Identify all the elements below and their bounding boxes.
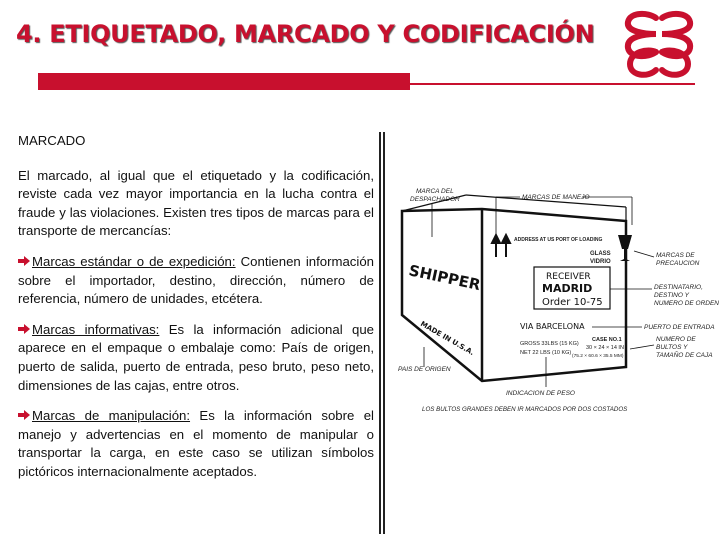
- label-net: NET 22 LBS (10 KG): [520, 350, 572, 356]
- label-numero-bultos-2: BULTOS Y: [656, 344, 688, 351]
- label-dims-cm: (75.2 × 60.6 × 35.5 MM): [572, 354, 624, 359]
- label-marcas-manejo: MARCAS DE MANEJO: [522, 194, 590, 201]
- label-destinatario: DESTINATARIO,: [654, 284, 703, 291]
- red-arrow-icon: [18, 256, 30, 266]
- label-order: Order 10-75: [542, 297, 603, 308]
- label-gross: GROSS 33LBS (15 KG): [520, 341, 579, 347]
- term-marcas-manipulacion: Marcas de manipulación:: [32, 408, 191, 424]
- item-text: Es la información sobre el manejo y advertencias en el momento de manipular o transportar la carga, en este caso se utilizan símbolos pictóricos internacionalmente aceptados.: [18, 408, 374, 479]
- label-marcas-precaucion-2: PRECAUCION: [656, 260, 700, 267]
- term-marcas-estandar: Marcas estándar o de expedición:: [32, 253, 236, 269]
- text-column: [18, 132, 374, 494]
- label-case: CASE NO.1: [592, 337, 622, 343]
- label-marcas-precaucion: MARCAS DE: [656, 252, 695, 259]
- label-address: ADDRESS AT US PORT OF LOADING: [514, 237, 603, 243]
- title-underline-line: [410, 83, 695, 85]
- label-dims: 30 × 24 × 14 IN: [586, 345, 624, 351]
- wine-glass-icon: [618, 235, 632, 261]
- label-vidrio: VIDRIO: [590, 259, 611, 265]
- page-title: 4. ETIQUETADO, MARCADO Y CODIFICACIÓN: [16, 20, 595, 48]
- column-divider: [379, 132, 381, 534]
- term-marcas-informativas: Marcas informativas:: [32, 321, 160, 337]
- list-item: [18, 253, 374, 309]
- label-glass: GLASS: [590, 251, 611, 257]
- label-made-in: MADE IN U.S.A.: [419, 319, 476, 358]
- label-numero-bultos-3: TAMAÑO DE CAJA: [656, 352, 713, 359]
- shipping-box-diagram: [396, 185, 722, 423]
- brand-logo: [618, 8, 700, 80]
- label-footer: LOS BULTOS GRANDES DEBEN IR MARCADOS POR DOS COSTADOS: [422, 406, 628, 413]
- label-via: VIA BARCELONA: [520, 322, 585, 331]
- label-destinatario-2: DESTINO Y: [654, 292, 689, 299]
- list-item: [18, 321, 374, 395]
- title-underline-bar: [38, 73, 410, 90]
- intro-paragraph: El marcado, al igual que el etiquetado y la codificación, reviste cada vez mayor importancia en la lucha contra el fraude y las violaciones. Existen tres tipos de marcas para el transporte de mercancías:: [18, 167, 374, 239]
- label-shipper: SHIPPER: [407, 261, 483, 295]
- section-heading: MARCADO: [18, 133, 86, 148]
- item-text: Contienen información sobre el importador, destino, dirección, número de referencia, número de unidades, etcétera.: [18, 253, 374, 307]
- list-item: [18, 407, 374, 481]
- label-puerto-entrada: PUERTO DE ENTRADA: [644, 324, 715, 331]
- label-indicacion-peso: INDICACION DE PESO: [506, 390, 575, 397]
- label-madrid: MADRID: [542, 282, 593, 295]
- item-text: Es la información adicional que aparece en el empaque o embalaje como: País de origen, puerto de salida, puerto de entrada, peso bruto, peso neto, dimensiones de las cajas, entre otros.: [18, 321, 374, 393]
- column-divider: [383, 132, 385, 534]
- label-receiver: RECEIVER: [546, 272, 591, 282]
- label-marca-despachador: MARCA DEL: [416, 188, 454, 195]
- label-numero-bultos: NUMERO DE: [656, 336, 696, 343]
- red-arrow-icon: [18, 410, 30, 420]
- label-destinatario-3: NUMERO DE ORDEN: [654, 300, 720, 307]
- label-marca-despachador-2: DESPACHADOR: [410, 196, 460, 203]
- label-pais-origen: PAIS DE ORIGEN: [398, 366, 451, 373]
- red-arrow-icon: [18, 324, 30, 334]
